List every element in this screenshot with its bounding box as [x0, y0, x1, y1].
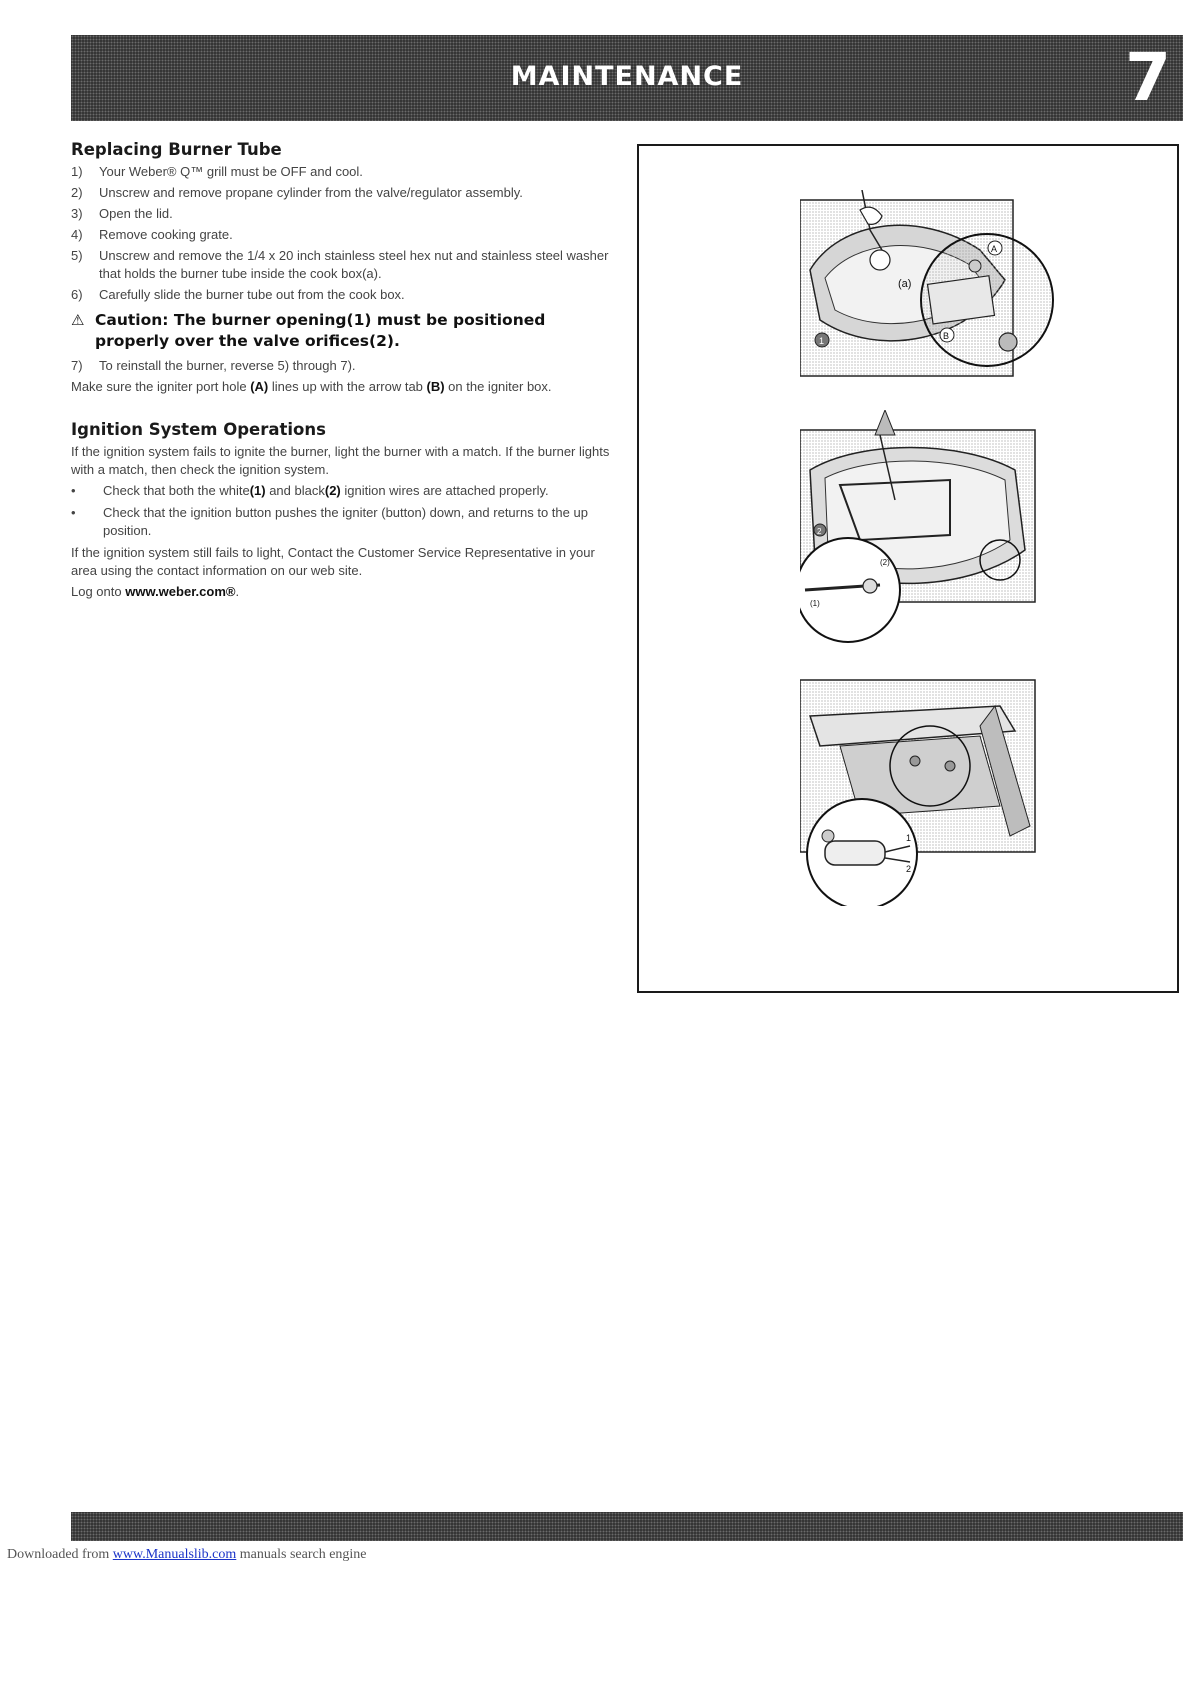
step-number: 2) — [71, 185, 83, 200]
fig1-label-A: A — [991, 244, 998, 254]
warning-icon: ⚠ — [71, 311, 85, 329]
step-item — [71, 286, 616, 304]
step-item — [71, 226, 616, 244]
page-number: 7 — [1125, 39, 1171, 116]
ignition-outro: If the ignition system still fails to light, Contact the Customer Service Representative in your area using the contact information on our web site. — [71, 545, 595, 578]
ignition-checks — [71, 482, 616, 540]
replacing-heading: Replacing Burner Tube — [71, 140, 282, 159]
step-number: 7) — [71, 358, 83, 373]
website-link[interactable]: www.weber.com® — [125, 584, 236, 599]
burner-tube-illustration — [800, 410, 1040, 650]
step-text: Remove cooking grate. — [99, 227, 233, 242]
step-item — [71, 205, 616, 223]
step-item — [71, 247, 616, 283]
step-text: Unscrew and remove propane cylinder from the valve/regulator assembly. — [99, 185, 523, 200]
check-text: ignition wires are attached properly. — [340, 483, 549, 498]
check-item — [71, 504, 616, 540]
log-prefix: Log onto — [71, 584, 126, 599]
download-suffix: manuals search engine — [236, 1547, 367, 1562]
step-item — [71, 163, 616, 181]
igniter-note — [71, 378, 616, 396]
bullet-icon: • — [71, 483, 76, 498]
bullet-icon: • — [71, 505, 76, 520]
igniter-note-text: lines up with the arrow tab — [268, 379, 427, 394]
manualslib-link[interactable]: www.Manualslib.com — [112, 1547, 237, 1562]
section-title: MAINTENANCE — [510, 61, 744, 92]
figure-panel — [637, 144, 1179, 993]
check-text: Check that the ignition button pushes the igniter (button) down, and returns to the up position. — [103, 505, 588, 538]
check-text: and black — [265, 483, 325, 498]
label-b: (B) — [426, 379, 445, 394]
step-number: 1) — [71, 164, 83, 179]
check-text: Check that both the white — [103, 483, 250, 498]
igniter-note-text: Make sure the igniter port hole — [71, 379, 251, 394]
step-text: To reinstall the burner, reverse 5) through 7). — [99, 358, 356, 373]
step-text: Unscrew and remove the 1/4 x 20 inch stainless steel hex nut and stainless steel washer that holds the burner tube inside the cook box(a). — [99, 248, 609, 281]
burner-removal-illustration — [800, 190, 1060, 380]
text-column — [71, 140, 616, 604]
footer-bar — [71, 1512, 1183, 1541]
label-2: (2) — [324, 483, 341, 498]
ignition-wires-illustration — [800, 676, 1040, 906]
step-number: 5) — [71, 248, 83, 263]
label-1: (1) — [249, 483, 266, 498]
step-number: 3) — [71, 206, 83, 221]
label-a: (A) — [250, 379, 269, 394]
fig3-label-2: 2 — [906, 864, 912, 874]
ignition-heading: Ignition System Operations — [71, 420, 326, 439]
fig3-label-1: 1 — [906, 833, 912, 843]
fig1-label-a-small: (a) — [898, 278, 912, 290]
log-suffix: . — [235, 584, 240, 599]
check-item — [71, 482, 616, 500]
ignition-intro: If the ignition system fails to ignite the burner, light the burner with a match. If the burner lights with a match, then check the ignition system. — [71, 444, 610, 477]
log-onto-line — [71, 583, 616, 601]
step-text: Carefully slide the burner tube out from the cook box. — [99, 287, 405, 302]
replacing-step-7 — [71, 357, 616, 375]
fig2-label-1: (1) — [810, 599, 820, 608]
step-number: 6) — [71, 287, 83, 302]
header-banner — [71, 35, 1183, 121]
fig2-label-badge: 2 — [817, 527, 822, 536]
step-item — [71, 184, 616, 202]
step-text: Your Weber® Q™ grill must be OFF and cool. — [99, 164, 363, 179]
igniter-note-text: on the igniter box. — [444, 379, 552, 394]
fig1-label-1: 1 — [819, 336, 825, 346]
caution-note — [71, 310, 616, 352]
caution-text: Caution: The burner opening(1) must be positioned properly over the valve orifices(2). — [95, 311, 546, 350]
step-number: 4) — [71, 227, 83, 242]
step-item — [71, 357, 616, 375]
fig2-label-2: (2) — [880, 558, 890, 567]
download-note — [7, 1547, 367, 1563]
replacing-steps — [71, 163, 616, 304]
step-text: Open the lid. — [99, 206, 173, 221]
fig1-label-B: B — [943, 331, 950, 341]
download-prefix: Downloaded from — [7, 1547, 113, 1562]
